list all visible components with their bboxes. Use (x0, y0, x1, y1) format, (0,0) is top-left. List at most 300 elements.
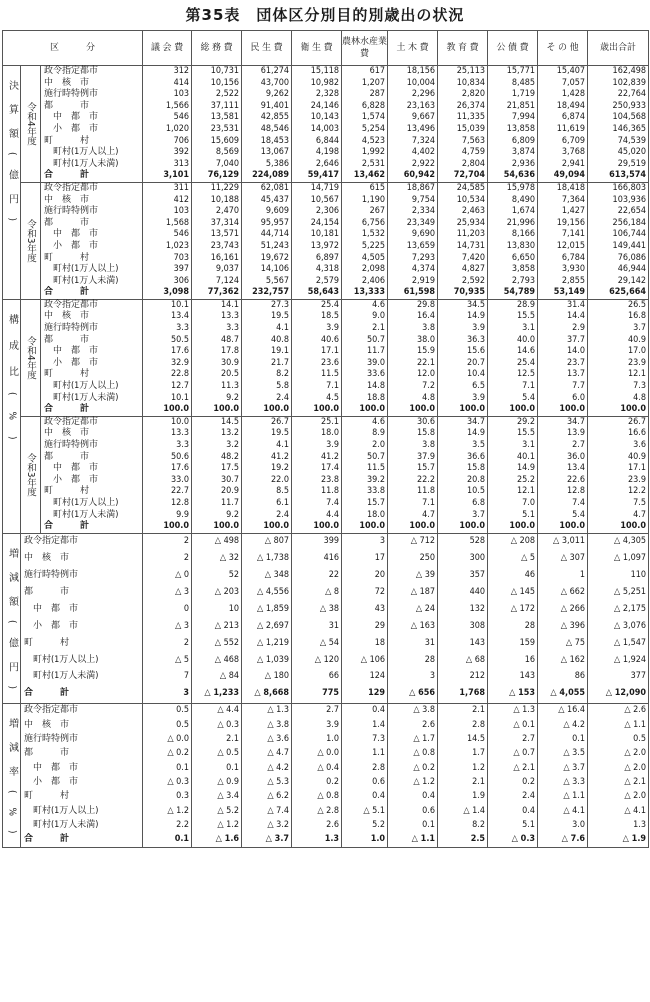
table-cell: 22.8 (143, 369, 192, 381)
table-cell: △ 4,055 (538, 686, 588, 704)
table-cell: 9.2 (192, 393, 242, 405)
row-label: 小 都 市 (41, 124, 143, 136)
table-cell: 100.0 (292, 521, 342, 533)
table-cell: 10.5 (438, 486, 488, 498)
table-cell: 3.3 (143, 440, 192, 452)
table-cell: △ 0.0 (143, 733, 192, 747)
table-cell: 1.0 (342, 833, 388, 848)
table-cell: 2.1 (438, 776, 488, 790)
table-cell: 7,040 (192, 159, 242, 171)
row-label: 町 村 (41, 369, 143, 381)
table-cell: 4.4 (292, 510, 342, 522)
group-label-text: 令和3年度 (25, 219, 36, 263)
table-cell: 1,190 (342, 195, 388, 207)
table-cell: 11,619 (538, 124, 588, 136)
table-row (3, 718, 649, 732)
table-cell: 2,941 (538, 159, 588, 171)
table-cell: 5.4 (488, 393, 538, 405)
table-row (3, 475, 649, 487)
table-cell: 10.1 (143, 393, 192, 405)
table-cell: 4,198 (292, 147, 342, 159)
table-cell: 3,858 (488, 264, 538, 276)
table-cell: 2,919 (388, 276, 438, 288)
table-cell: △ 120 (292, 652, 342, 669)
table-cell: 414 (143, 78, 192, 90)
table-cell: △ 1,924 (588, 652, 649, 669)
table-cell: 377 (588, 669, 649, 686)
table-cell: △ 153 (488, 686, 538, 704)
row-label: 町村(1万人未満) (41, 276, 143, 288)
table-cell: 9,667 (388, 112, 438, 124)
table-cell: 1,020 (143, 124, 192, 136)
table-cell: 0.6 (388, 804, 438, 818)
row-label: 政令指定都市 (21, 533, 143, 551)
table-row (3, 276, 649, 288)
table-body (3, 66, 649, 848)
table-cell: 412 (143, 195, 192, 207)
table-cell: △ 0.3 (143, 776, 192, 790)
table-cell: 312 (143, 66, 192, 78)
table-cell: 100.0 (388, 404, 438, 416)
table-cell: △ 68 (438, 652, 488, 669)
header-col: 教 育 費 (438, 31, 488, 66)
table-cell: 38.0 (388, 335, 438, 347)
table-cell: △ 54 (292, 635, 342, 652)
table-row (3, 416, 649, 428)
table-row (3, 463, 649, 475)
table-cell: 36.6 (438, 452, 488, 464)
table-cell: 2 (143, 551, 192, 568)
row-label: 政令指定都市 (41, 182, 143, 194)
table-row (3, 428, 649, 440)
table-cell: 5.8 (242, 381, 292, 393)
table-cell: 10 (192, 601, 242, 618)
table-cell: 2.4 (242, 393, 292, 405)
table-cell: 70,935 (438, 287, 488, 299)
table-cell: 7.7 (538, 381, 588, 393)
table-cell: 22.2 (388, 475, 438, 487)
table-cell: 0.3 (143, 790, 192, 804)
table-cell: △ 5.3 (242, 776, 292, 790)
table-cell: 3,930 (538, 264, 588, 276)
table-cell: 1.2 (438, 761, 488, 775)
table-cell: 13.3 (192, 311, 242, 323)
table-cell: △ 1.2 (192, 819, 242, 833)
table-cell: △ 213 (192, 618, 242, 635)
table-cell: 7,057 (538, 78, 588, 90)
row-label: 中 核 市 (21, 551, 143, 568)
table-cell: 23,349 (388, 218, 438, 230)
table-cell: △ 208 (488, 533, 538, 551)
table-cell: △ 0.5 (192, 747, 242, 761)
table-row (3, 510, 649, 522)
table-cell: 20.5 (192, 369, 242, 381)
table-cell: △ 552 (192, 635, 242, 652)
table-cell: 15.5 (488, 428, 538, 440)
table-cell: △ 4.1 (538, 804, 588, 818)
table-cell: △ 266 (538, 601, 588, 618)
table-cell: 166,803 (588, 182, 649, 194)
row-label: 中 都 市 (41, 229, 143, 241)
table-cell: 100.0 (192, 521, 242, 533)
table-cell: 256,184 (588, 218, 649, 230)
table-cell: 10.1 (143, 299, 192, 311)
table-cell: △ 0.4 (292, 761, 342, 775)
table-cell: 0.5 (143, 703, 192, 718)
table-cell: 8,485 (488, 78, 538, 90)
table-cell: 10,731 (192, 66, 242, 78)
table-cell: 44,714 (242, 229, 292, 241)
table-cell: 13.4 (143, 311, 192, 323)
table-cell: 7.3 (342, 733, 388, 747)
table-row (3, 136, 649, 148)
table-cell: △ 2,175 (588, 601, 649, 618)
table-cell: 7.1 (292, 381, 342, 393)
table-cell: 33.0 (143, 475, 192, 487)
group-label (21, 299, 41, 416)
table-cell: 49,094 (538, 170, 588, 182)
table-cell: △ 1,547 (588, 635, 649, 652)
table-cell: 9.2 (192, 510, 242, 522)
table-cell: 11.3 (192, 381, 242, 393)
table-cell: 5.2 (342, 819, 388, 833)
table-cell: 9.0 (342, 311, 388, 323)
table-cell: △ 468 (192, 652, 242, 669)
header-kubun: 区 分 (3, 31, 143, 66)
table-row (3, 66, 649, 78)
row-label: 中 核 市 (41, 311, 143, 323)
table-cell: △ 0.1 (488, 718, 538, 732)
table-cell: 6,650 (488, 253, 538, 265)
table-cell: △ 1,738 (242, 551, 292, 568)
section-label (3, 703, 21, 848)
table-cell: 10.4 (438, 369, 488, 381)
table-cell: △ 1.6 (192, 833, 242, 848)
table-cell: 4.1 (242, 440, 292, 452)
table-cell: △ 3,011 (538, 533, 588, 551)
table-cell: 6.1 (242, 498, 292, 510)
table-cell: 23.6 (292, 358, 342, 370)
table-cell: 2.6 (292, 819, 342, 833)
table-cell: 45,437 (242, 195, 292, 207)
table-row (3, 551, 649, 568)
table-cell: 2.6 (388, 718, 438, 732)
table-cell: 2.0 (342, 440, 388, 452)
table-cell: 0.1 (388, 819, 438, 833)
table-cell: 8.2 (242, 369, 292, 381)
table-cell: 399 (292, 533, 342, 551)
table-cell: 300 (438, 551, 488, 568)
table-cell: 25.4 (488, 358, 538, 370)
table-cell: 2.1 (192, 733, 242, 747)
table-cell: 72,704 (438, 170, 488, 182)
table-cell: 17.4 (292, 463, 342, 475)
table-cell: 17.6 (143, 346, 192, 358)
table-cell: 7.4 (292, 498, 342, 510)
table-cell: 18.5 (292, 311, 342, 323)
table-cell: 0.4 (488, 804, 538, 818)
table-cell: 4.6 (342, 416, 388, 428)
row-label: 町村(1万人以上) (21, 652, 143, 669)
table-cell: 22,654 (588, 206, 649, 218)
table-cell: 14.6 (488, 346, 538, 358)
table-cell: 12.5 (488, 369, 538, 381)
table-cell: 100.0 (342, 521, 388, 533)
table-cell: 14.9 (438, 428, 488, 440)
table-cell: 37,111 (192, 101, 242, 113)
table-cell: 6.5 (438, 381, 488, 393)
table-row (3, 229, 649, 241)
table-cell: 5,386 (242, 159, 292, 171)
table-cell: 2.4 (242, 510, 292, 522)
row-label: 政令指定都市 (41, 416, 143, 428)
table-cell: 1,574 (342, 112, 388, 124)
table-cell: 3.1 (488, 440, 538, 452)
table-cell: 30.9 (192, 358, 242, 370)
table-row (3, 311, 649, 323)
table-cell: △ 3.4 (192, 790, 242, 804)
table-row-total (3, 287, 649, 299)
table-cell: 287 (342, 89, 388, 101)
table-cell: 149,441 (588, 241, 649, 253)
table-row (3, 819, 649, 833)
table-cell: △ 5 (143, 652, 192, 669)
table-row (3, 323, 649, 335)
table-cell: 40.9 (588, 335, 649, 347)
header-col: 公 債 費 (488, 31, 538, 66)
row-label: 都 市 (21, 747, 143, 761)
table-cell: 528 (438, 533, 488, 551)
table-cell: 2,463 (438, 206, 488, 218)
table-cell: 7,124 (192, 276, 242, 288)
table-cell: 8,569 (192, 147, 242, 159)
header-col: 議 会 費 (143, 31, 192, 66)
row-label: 施行時特例市 (21, 733, 143, 747)
table-cell: △ 396 (538, 618, 588, 635)
row-label: 町村(1万人未満) (41, 393, 143, 405)
section-label-text: 構成比(%) (6, 313, 18, 456)
table-cell: 8,490 (488, 195, 538, 207)
table-cell: 54,636 (488, 170, 538, 182)
table-cell: 3.5 (438, 440, 488, 452)
table-cell: 357 (438, 568, 488, 585)
table-cell: △ 3.5 (538, 747, 588, 761)
table-cell: 76,086 (588, 253, 649, 265)
table-cell: 10,188 (192, 195, 242, 207)
table-row (3, 206, 649, 218)
table-cell: 10,004 (388, 78, 438, 90)
table-cell: 3.9 (292, 323, 342, 335)
table-cell: 26.7 (588, 416, 649, 428)
table-cell: 59,417 (292, 170, 342, 182)
table-cell: 13.9 (538, 428, 588, 440)
table-cell: 22.6 (538, 475, 588, 487)
table-cell: 14.5 (438, 733, 488, 747)
table-cell: 3.3 (143, 323, 192, 335)
header-col: 総 務 費 (192, 31, 242, 66)
table-cell: △ 1.1 (388, 833, 438, 848)
table-cell: 66 (292, 669, 342, 686)
table-cell: 22,764 (588, 89, 649, 101)
table-cell: 3.6 (588, 440, 649, 452)
table-cell: 43 (342, 601, 388, 618)
table-cell: 1,428 (538, 89, 588, 101)
table-cell: △ 3,076 (588, 618, 649, 635)
table-cell: 100.0 (588, 521, 649, 533)
table-cell: △ 1,039 (242, 652, 292, 669)
table-row-total (3, 404, 649, 416)
table-row (3, 101, 649, 113)
table-cell: 2,804 (438, 159, 488, 171)
row-label: 中 都 市 (41, 346, 143, 358)
table-cell: 23,531 (192, 124, 242, 136)
table-cell: △ 4.2 (538, 718, 588, 732)
table-cell: 6,809 (488, 136, 538, 148)
table-cell: 18,156 (388, 66, 438, 78)
table-cell: 7.2 (388, 381, 438, 393)
table-cell: 27.3 (242, 299, 292, 311)
table-cell: 41.2 (292, 452, 342, 464)
table-cell: 15.9 (388, 346, 438, 358)
table-cell: △ 0.3 (192, 718, 242, 732)
table-cell: 4,759 (438, 147, 488, 159)
table-cell: 17.8 (192, 346, 242, 358)
table-cell: 1.9 (438, 790, 488, 804)
table-cell: 22.1 (388, 358, 438, 370)
table-cell: 28 (488, 618, 538, 635)
row-label: 町 村 (41, 253, 143, 265)
table-cell: 40.1 (488, 452, 538, 464)
table-cell: 250 (388, 551, 438, 568)
table-cell: 24,154 (292, 218, 342, 230)
table-cell: 6,828 (342, 101, 388, 113)
table-cell: 2.4 (488, 790, 538, 804)
table-cell: 250,933 (588, 101, 649, 113)
table-cell: △ 0.3 (488, 833, 538, 848)
table-cell: △ 1.7 (388, 733, 438, 747)
table-row (3, 652, 649, 669)
table-cell: 45,020 (588, 147, 649, 159)
table-cell: 103,936 (588, 195, 649, 207)
table-row (3, 346, 649, 358)
table-cell: 15.8 (438, 463, 488, 475)
table-cell: 5.1 (488, 510, 538, 522)
table-cell: 15,609 (192, 136, 242, 148)
table-cell: 2.8 (342, 761, 388, 775)
table-cell: △ 172 (488, 601, 538, 618)
table-cell: 308 (438, 618, 488, 635)
table-row (3, 124, 649, 136)
table-cell: 33.6 (342, 369, 388, 381)
table-cell: 100.0 (588, 404, 649, 416)
table-cell: △ 8,668 (242, 686, 292, 704)
table-cell: 21,851 (488, 101, 538, 113)
table-cell: △ 0.9 (192, 776, 242, 790)
table-cell: △ 3.8 (242, 718, 292, 732)
table-cell: 1,566 (143, 101, 192, 113)
table-row (3, 112, 649, 124)
table-cell: 14.9 (488, 463, 538, 475)
table-cell: 18,418 (538, 182, 588, 194)
table-cell: 10,834 (438, 78, 488, 90)
group-label-text: 令和4年度 (25, 336, 36, 380)
table-row-total (3, 521, 649, 533)
table-cell: 546 (143, 229, 192, 241)
table-cell: 3.2 (192, 440, 242, 452)
table-cell: △ 2.0 (588, 761, 649, 775)
table-cell: 1,992 (342, 147, 388, 159)
table-cell: 15.5 (488, 311, 538, 323)
table-cell: 212 (438, 669, 488, 686)
table-cell: 7.1 (388, 498, 438, 510)
table-cell: 2.5 (438, 833, 488, 848)
table-row (3, 335, 649, 347)
table-cell: △ 2.1 (488, 761, 538, 775)
table-cell: 2,470 (192, 206, 242, 218)
table-cell: 7,563 (438, 136, 488, 148)
table-cell: 100.0 (143, 404, 192, 416)
table-cell: △ 4.2 (242, 761, 292, 775)
table-cell: 60,942 (388, 170, 438, 182)
row-label: 町 村 (41, 136, 143, 148)
table-cell: △ 348 (242, 568, 292, 585)
table-cell: 6,874 (538, 112, 588, 124)
table-cell: 706 (143, 136, 192, 148)
table-row (3, 669, 649, 686)
table-cell: 13.7 (538, 369, 588, 381)
header-col: そ の 他 (538, 31, 588, 66)
table-cell: 37,314 (192, 218, 242, 230)
table-row (3, 218, 649, 230)
table-cell: 72 (342, 585, 388, 602)
table-cell: 100.0 (538, 404, 588, 416)
table-cell: 11.5 (342, 463, 388, 475)
table-cell: 100.0 (192, 404, 242, 416)
table-cell: 6,844 (292, 136, 342, 148)
table-cell: 7.5 (588, 498, 649, 510)
table-cell: 3,101 (143, 170, 192, 182)
table-cell: 13.3 (143, 428, 192, 440)
table-cell: △ 307 (538, 551, 588, 568)
table-cell: △ 12,090 (588, 686, 649, 704)
table-cell: 4.1 (242, 323, 292, 335)
table-cell: 7,420 (438, 253, 488, 265)
table-cell: △ 1,859 (242, 601, 292, 618)
row-label: 小 都 市 (21, 618, 143, 635)
table-cell: 703 (143, 253, 192, 265)
table-cell: 28.9 (488, 299, 538, 311)
table-cell: 10,567 (292, 195, 342, 207)
group-label-text: 令和4年度 (25, 102, 36, 146)
table-cell: 4.8 (388, 393, 438, 405)
section-label (3, 299, 21, 533)
row-label: 町村(1万人以上) (21, 804, 143, 818)
table-row (3, 568, 649, 585)
row-label: 町 村 (41, 486, 143, 498)
table-cell: 40.9 (588, 452, 649, 464)
row-label: 施行時特例市 (41, 206, 143, 218)
row-label: 政令指定都市 (21, 703, 143, 718)
table-cell: 14.5 (192, 416, 242, 428)
table-cell: △ 7.6 (538, 833, 588, 848)
table-cell: 14.8 (342, 381, 388, 393)
header-col: 農林水産業 費 (342, 31, 388, 66)
table-cell: △ 1,219 (242, 635, 292, 652)
table-cell: 43,700 (242, 78, 292, 90)
table-cell: 62,081 (242, 182, 292, 194)
table-cell: 50.5 (143, 335, 192, 347)
row-label: 中 核 市 (21, 718, 143, 732)
